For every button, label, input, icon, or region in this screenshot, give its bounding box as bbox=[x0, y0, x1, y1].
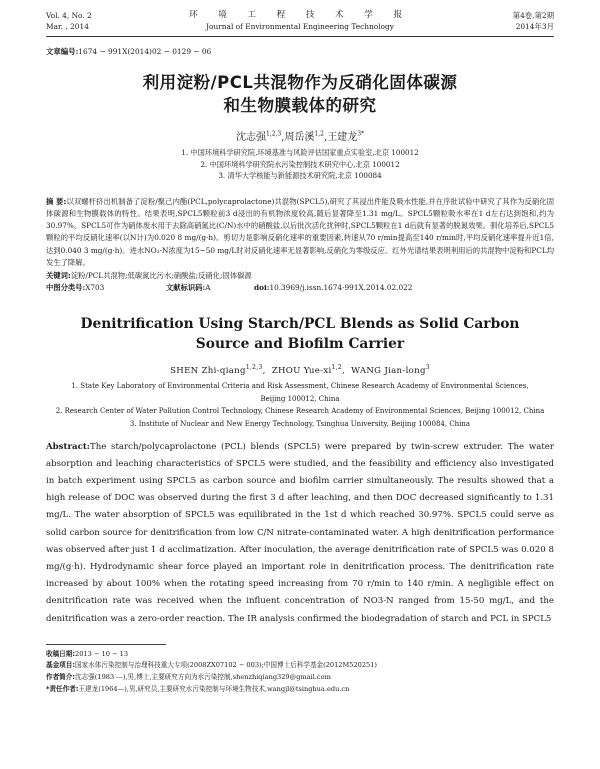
journal-title-en: Journal of Environmental Engineering Technology bbox=[206, 22, 394, 31]
doc-code-value: A bbox=[205, 283, 211, 293]
affiliation-en: 1. State Key Laboratory of Environmental Criteria and Risk Assessment, Chinese Research Academy of Environmental Sciences, bbox=[71, 382, 529, 391]
author-en: WANG Jian-long bbox=[351, 366, 426, 377]
abstract-cn bbox=[46, 196, 554, 270]
article-number-value: 1674 − 991X(2014)02 − 0129 − 06 bbox=[78, 47, 212, 56]
affiliation-cn: 3. 清华大学核能与新能源技术研究院,北京 100084 bbox=[218, 171, 382, 180]
author-en-sup: 1,2,3 bbox=[245, 364, 263, 372]
title-cn bbox=[46, 71, 554, 117]
title-cn-line1: 利用淀粉/PCL共混物作为反硝化固体碳源 bbox=[142, 73, 458, 92]
keywords-text: 淀粉/PCL共混物;低碳氮比污水;硝酸盐;反硝化;固体碳源 bbox=[70, 271, 252, 281]
doc-code-field bbox=[166, 282, 254, 294]
author-cn: 沈志强 bbox=[235, 132, 266, 143]
authors-en: SHEN Zhi-qiang$^{1,2,3}$, ZHOU Yue-xi$^{1,2}$, WANG Jian-long$^3$ bbox=[170, 364, 430, 377]
keywords-label: 关键词: bbox=[46, 271, 71, 281]
classification-row bbox=[46, 282, 554, 294]
author-cn: 周岳溪 bbox=[284, 132, 315, 143]
author-cn-sup: 1,2,3 bbox=[265, 130, 282, 138]
footnote-rule bbox=[46, 644, 166, 645]
title-en-line1: Denitrification Using Starch/PCL Blends as Solid Carbon bbox=[80, 316, 520, 333]
abstract-cn-text: 以双螺杆挤出机制备了淀粉/聚己内酯(PCL,polycaprolactone)共混物(SPCL5),研究了其浸出件能及吸水性能,并在序批试验中研究了其作为反硝化固体碳源和生物膜载体的特性。结果表明,SPCL5颗粒前3 d浸出的有机物浓度较高,随后显著降至1.31 mg/L。SPCL5颗粒吸水率在1 d左右达到饱和,约为30.97%。SPCL5可作为硝体废水用于去除高硝氮比(C/N)水中的硝酸盐,以后批次活化扰钟时,SPCL5颗粒在1 d后就有显著的脱氮效果。驯化培养后,SPCL5颗粒的平均反硝化速率(以N计)为0.020 8 mg/(g·h)。剪切力是影响反硝化速率的重要因素,转速从70 r/min提高至140 r/min时,平均反硝化速率提升近1倍,达到0.040 3 mg/(g·h)。进水NO₃-N浓度为15~50 mg/L时对反硝化速率无显著影响,反硝化为零级反应。红外光谱结果表明利用后的共混物中淀粉和PCL均发生了降解。 bbox=[46, 196, 554, 267]
footnote-funding bbox=[46, 660, 554, 672]
footnote-text: 王建龙(1964—),男,研究员,主要研究水污染控制与环境生物技术,wangjl@tsinghua.edu.cn bbox=[78, 684, 350, 693]
footnotes bbox=[46, 649, 554, 695]
clc-label: 中图分类号: bbox=[46, 283, 86, 293]
footnote-received bbox=[46, 649, 554, 661]
affiliation-en: 3. Institute of Nuclear and New Energy Technology, Tsinghua University, Beijing 100084, China bbox=[129, 419, 471, 428]
author-en: SHEN Zhi-qiang bbox=[170, 366, 246, 377]
header-center bbox=[46, 10, 554, 32]
abstract-en-text: The starch/polycaprolactone (PCL) blends (SPCL5) were prepared by twin-screw extruder. The water absorption and leaching characteristics of SPCL5 were studied, and the feasibility and efficiency also investigated in batch experiment using SPCL5 as carbon source and biofilm carrier simultaneously. The results showed that a high release of DOC was observed during the first 3 d after leaching, and then DOC decreased significantly to 1.31 mg/L. The water absorption of SPCL5 was equilibrated in the 1st d which reached 30.97%. SPCL5 could serve as solid carbon source for denitrification from low C/N nitrate-contaminated water. A high denitrification performance was observed after just 1 d acclimatization. After inoculation, the average denitrification rate of SPCL5 was 0.020 8 mg/(g·h). Hydrodynamic shear force played an important role in denitrification process. The denitrification rate increased by about 100% when the rotating speed increasing from 70 r/min to 140 r/min. A negligible effect on denitrification rate was received when the influent concentration of NO3-N ranged from 15-50 mg/L, and the denitrification was a zero-order reaction. The IR analysis confirmed the biodegradation of starch and PCL in SPCL5 bbox=[46, 441, 554, 624]
author-cn: 王建龙 bbox=[327, 132, 358, 143]
abstract-en bbox=[46, 439, 554, 628]
abstract-en-label: Abstract: bbox=[46, 441, 90, 452]
author-cn-sup: 1,2 bbox=[314, 130, 324, 138]
affiliations-cn bbox=[46, 147, 554, 182]
header-right bbox=[513, 10, 554, 32]
issue-label-cn: 第4卷,第2期 bbox=[512, 11, 554, 20]
clc-value: X703 bbox=[85, 283, 105, 293]
abstract-cn-label: 摘 要: bbox=[46, 196, 67, 206]
article-number bbox=[46, 46, 554, 57]
affiliation-en: 2. Research Center of Water Pollution Control Technology, Chinese Research Academy of Environmental Sciences, Beijing 100012, China bbox=[55, 407, 545, 416]
volume-label: Vol. 4, No. 2 bbox=[46, 11, 92, 20]
keywords-cn bbox=[46, 270, 554, 282]
footnote-text: 国家水体污染控制与治理科技重大专项(2008ZX07102 − 003);中国博士后科学基金(2012M520251) bbox=[75, 661, 378, 670]
doi-label: doi: bbox=[254, 283, 270, 293]
footnote-author-bio bbox=[46, 672, 554, 684]
author-en: ZHOU Yue-xi bbox=[271, 366, 332, 377]
affiliation-cn: 1. 中国环境科学研究院,环境基准与风险评估国家重点实验室,北京 100012 bbox=[181, 148, 419, 157]
author-en-sup: 3 bbox=[425, 364, 430, 372]
doi-value: 10.3969/j.issn.1674-991X.2014.02.022 bbox=[269, 283, 413, 293]
author-separator: , bbox=[281, 132, 285, 143]
date-label: Mar. , 2014 bbox=[46, 22, 89, 31]
running-header bbox=[46, 0, 554, 40]
footnote-label: *责任作者: bbox=[46, 684, 79, 693]
doi-field bbox=[254, 282, 412, 294]
footnote-corresponding bbox=[46, 684, 554, 696]
footnote-text: 沈志强(1983 —),男,博士,主要研究方向为水污染控制,shenzhiqiang329@gmail.com bbox=[75, 672, 331, 681]
affiliation-cn: 2. 中国环境科学研究院水污染控制技术研究中心,北京 100012 bbox=[200, 159, 400, 169]
author-cn-sup: 3* bbox=[357, 130, 365, 138]
title-en-line2: Source and Biofilm Carrier bbox=[195, 336, 405, 353]
title-cn-line2: 和生物膜载体的研究 bbox=[223, 96, 377, 115]
footnote-label: 作者简介: bbox=[46, 672, 76, 681]
date-label-cn: 2014年3月 bbox=[515, 22, 554, 31]
footnote-label: 基金项目: bbox=[46, 661, 76, 670]
authors-cn bbox=[46, 128, 554, 143]
author-separator: , bbox=[324, 132, 328, 143]
affiliations-en bbox=[46, 380, 554, 430]
footnote-label: 收稿日期: bbox=[46, 649, 76, 658]
affiliation-en: Beijing 100012, China bbox=[260, 394, 340, 403]
footnote-text: 2013 − 10 − 13 bbox=[75, 649, 129, 658]
header-rule bbox=[46, 36, 554, 37]
clc-field bbox=[46, 282, 166, 294]
article-number-label: 文章编号: bbox=[46, 47, 79, 56]
title-en bbox=[46, 314, 554, 354]
journal-title-cn: 环 境 工 程 技 术 学 报 bbox=[189, 10, 411, 20]
author-en-sup: 1,2 bbox=[331, 364, 342, 372]
doc-code-label: 文献标识码: bbox=[166, 283, 206, 293]
